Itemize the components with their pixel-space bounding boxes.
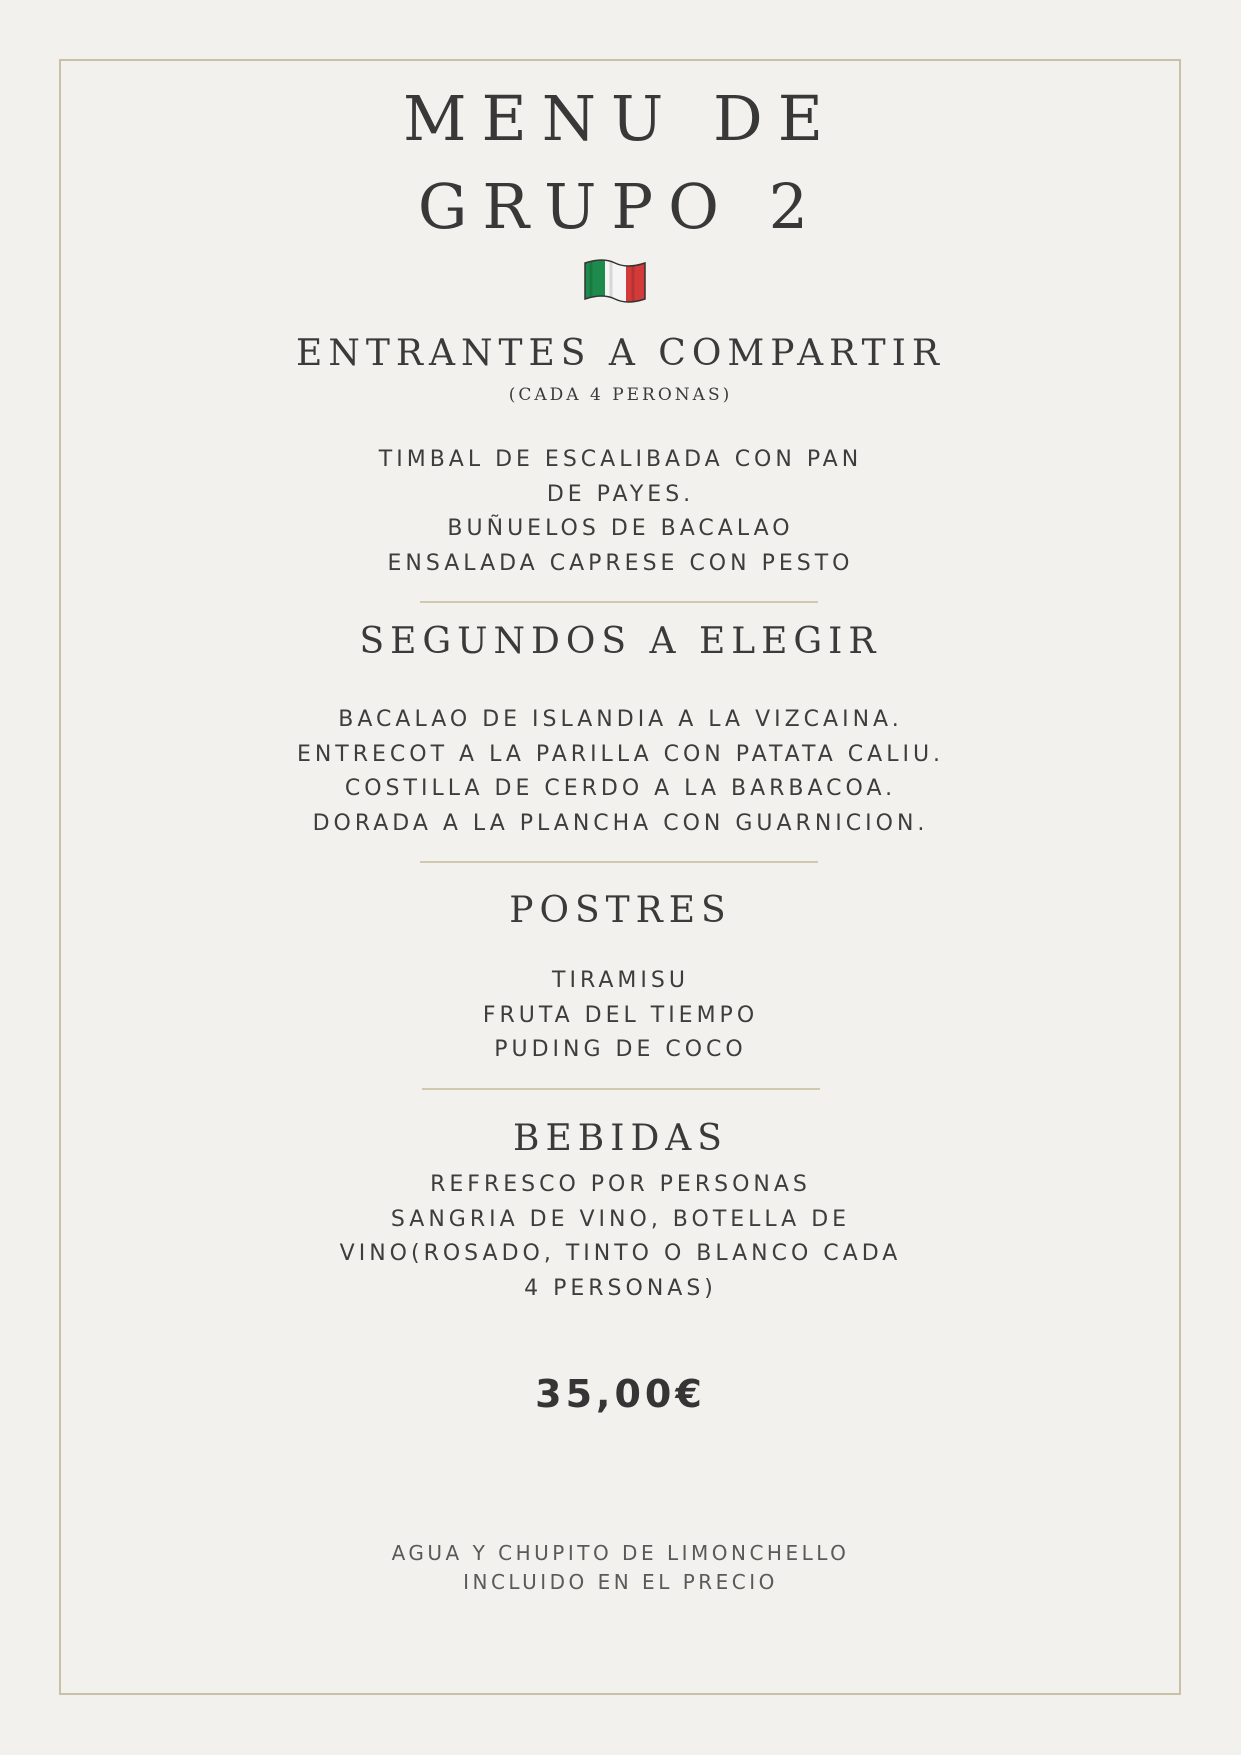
price: 35,00€ bbox=[535, 1372, 706, 1416]
list-item: TIMBAL DE ESCALIBADA CON PAN bbox=[378, 447, 863, 472]
list-item: SANGRIA DE VINO, BOTELLA DE bbox=[390, 1206, 851, 1232]
segundos-list bbox=[0, 703, 1241, 841]
list-item: TIRAMISU bbox=[552, 968, 689, 993]
postres-list bbox=[0, 964, 1241, 1068]
section-heading-postres: POSTRES bbox=[509, 890, 732, 931]
divider bbox=[420, 861, 818, 863]
footer-note-line-2: INCLUIDO EN EL PRECIO bbox=[463, 1570, 778, 1594]
entrantes-list bbox=[0, 443, 1241, 581]
list-item: ENTRECOT A LA PARILLA CON PATATA CALIU. bbox=[296, 741, 945, 767]
list-item: VINO(ROSADO, TINTO O BLANCO CADA bbox=[339, 1241, 902, 1266]
list-item: DE PAYES. bbox=[546, 481, 695, 507]
divider bbox=[420, 601, 818, 603]
list-item: 4 PERSONAS) bbox=[524, 1275, 717, 1301]
section-heading-segundos: SEGUNDOS A ELEGIR bbox=[359, 621, 882, 662]
section-heading-bebidas: BEBIDAS bbox=[513, 1118, 728, 1159]
footer-note-line-1: AGUA Y CHUPITO DE LIMONCHELLO bbox=[391, 1541, 850, 1565]
list-item: PUDING DE COCO bbox=[494, 1037, 747, 1062]
list-item: COSTILLA DE CERDO A LA BARBACOA. bbox=[344, 776, 897, 801]
title-line-2: GRUPO 2 bbox=[417, 170, 824, 243]
list-item: REFRESCO POR PERSONAS bbox=[430, 1172, 811, 1197]
list-item: DORADA A LA PLANCHA CON GUARNICION. bbox=[312, 810, 929, 836]
list-item: FRUTA DEL TIEMPO bbox=[482, 1002, 759, 1028]
divider bbox=[422, 1088, 820, 1090]
list-item: BACALAO DE ISLANDIA A LA VIZCAINA. bbox=[338, 707, 903, 732]
list-item: BUÑUELOS DE BACALAO bbox=[447, 516, 794, 541]
section-heading-entrantes: ENTRANTES A COMPARTIR bbox=[296, 333, 945, 374]
section-note-entrantes: (CADA 4 PERONAS) bbox=[508, 385, 733, 405]
list-item: ENSALADA CAPRESE CON PESTO bbox=[387, 550, 854, 576]
title-line-1: MENU DE bbox=[403, 82, 838, 155]
bebidas-list bbox=[0, 1168, 1241, 1306]
italy-flag-icon bbox=[583, 257, 647, 305]
